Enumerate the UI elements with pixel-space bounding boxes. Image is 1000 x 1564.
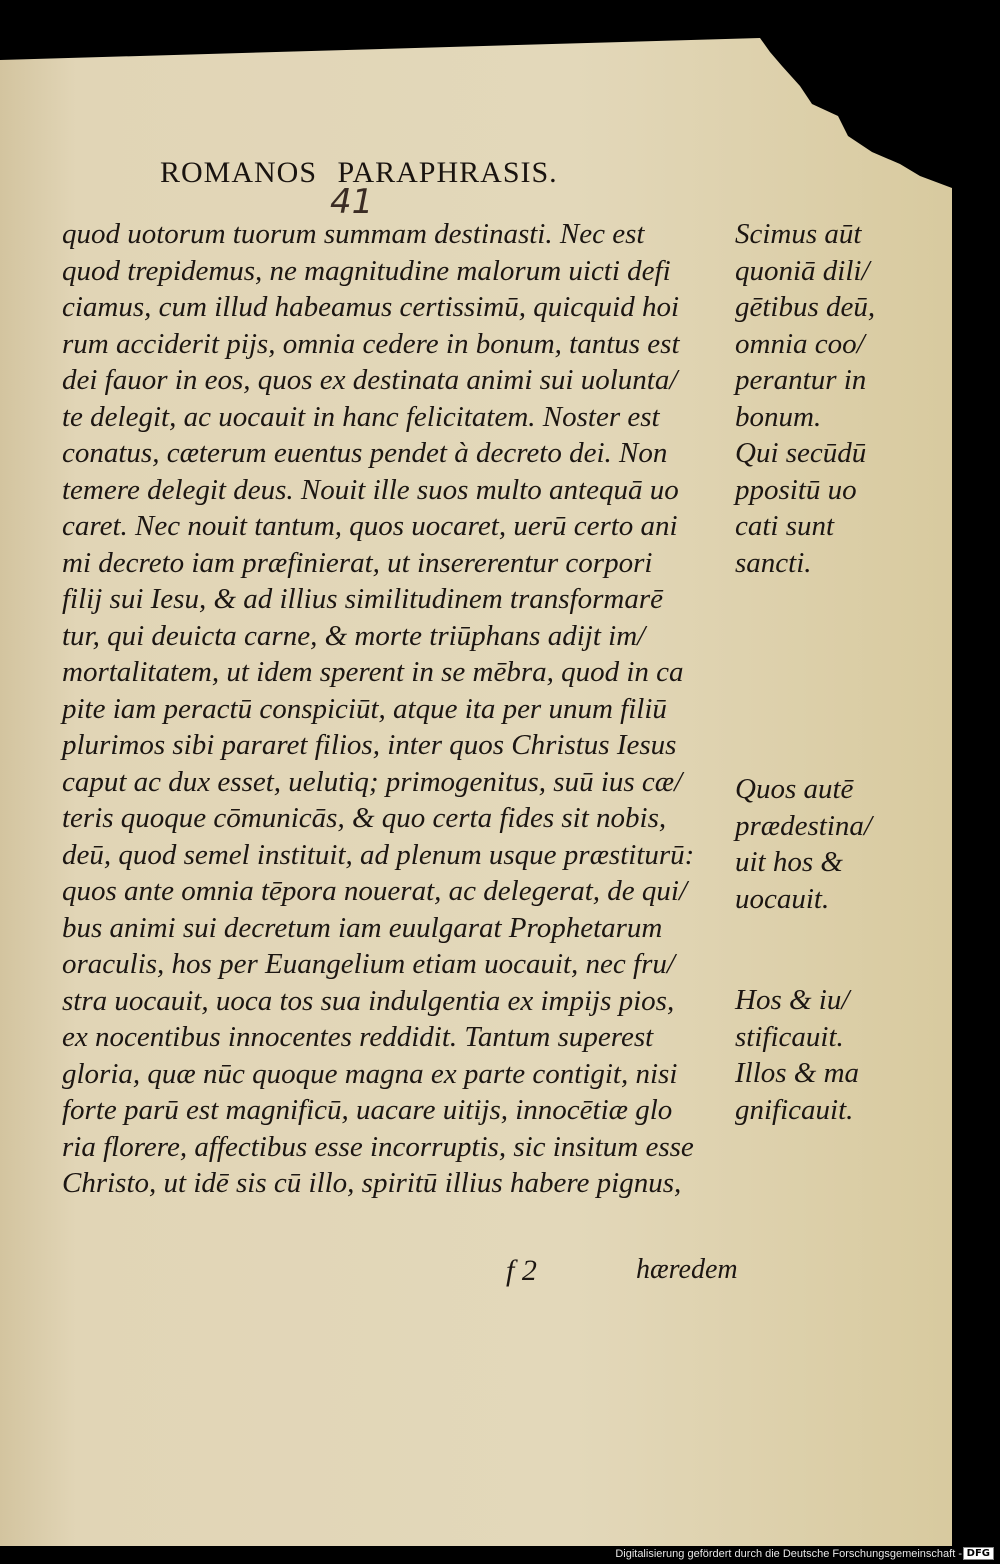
- text-line: deū, quod semel instituit, ad plenum usque præstiturū:: [62, 838, 695, 871]
- text-line: teris quoque cōmunicās, & quo certa fides sit nobis,: [62, 802, 667, 834]
- text-line: caret. Nec nouit tantum, quos uocaret, uerū certo ani: [62, 510, 678, 542]
- margin-line: ppositū uo: [735, 473, 857, 506]
- margin-line: prædestina/: [735, 809, 872, 842]
- text-line: tur, qui deuicta carne, & morte triūphans adijt im/: [62, 619, 646, 652]
- margin-line: gnificauit.: [735, 1093, 854, 1126]
- text-line: pite iam peractū conspiciūt, atque ita per unum filiū: [62, 692, 667, 725]
- text-line: gloria, quæ nūc quoque magna ex parte contigit, nisi: [62, 1057, 678, 1090]
- margin-line: cati sunt: [735, 510, 835, 542]
- margin-line: bonum.: [735, 400, 822, 433]
- text-line: temere delegit deus. Nouit ille suos multo antequā uo: [62, 473, 679, 506]
- text-line: mi decreto iam præfinierat, ut insererentur corpori: [62, 546, 653, 579]
- margin-line: stificauit.: [735, 1020, 844, 1053]
- text-line: ex nocentibus innocentes reddidit. Tantum superest: [62, 1021, 654, 1053]
- handwritten-folio-number: 41: [330, 182, 374, 222]
- header-right: PARAPHRASIS.: [337, 156, 558, 189]
- margin-line: uocauit.: [735, 882, 830, 915]
- text-line: rum acciderit pijs, omnia cedere in bonum, tantus est: [62, 327, 680, 360]
- margin-line: sancti.: [735, 546, 812, 579]
- catchword: hæredem: [636, 1254, 738, 1285]
- margin-line: Hos & iu/: [735, 984, 850, 1016]
- text-line: bus animi sui decretum iam euulgarat Prophetarum: [62, 911, 663, 944]
- margin-line: Illos & ma: [735, 1057, 860, 1089]
- text-line: dei fauor in eos, quos ex destinata animi sui uolunta/: [62, 364, 678, 396]
- dfg-logo: DFG: [963, 1547, 994, 1560]
- margin-line: quoniā dili/: [735, 254, 870, 287]
- text-line: caput ac dux esset, uelutiq; primogenitus, suū ius cæ/: [62, 765, 683, 798]
- margin-note-3: [735, 982, 859, 1128]
- margin-line: uit hos &: [735, 846, 843, 878]
- margin-note-1: [735, 216, 875, 581]
- digitization-credit: Digitalisierung gefördert durch die Deutsche Forschungsgemeinschaft -: [615, 1548, 962, 1560]
- text-line: quod uotorum tuorum summam destinasti. Nec est: [62, 218, 645, 250]
- text-line: quos ante omnia tēpora nouerat, ac delegerat, de qui/: [62, 875, 688, 907]
- margin-line: omnia coo/: [735, 327, 865, 360]
- text-line: stra uocauit, uoca tos sua indulgentia ex impijs pios,: [62, 984, 675, 1017]
- text-line: conatus, cæterum euentus pendet à decreto dei. Non: [62, 437, 668, 469]
- text-line: ria florere, affectibus esse incorruptis, sic insitum esse: [62, 1130, 694, 1163]
- header-left: ROMANOS: [160, 156, 318, 189]
- signature-mark: f 2: [506, 1254, 537, 1287]
- text-line: quod trepidemus, ne magnitudine malorum uicti defi: [62, 254, 671, 287]
- margin-line: perantur in: [735, 364, 867, 396]
- margin-line: Qui secūdū: [735, 437, 867, 469]
- text-line: te delegit, ac uocauit in hanc felicitatem. Noster est: [62, 400, 660, 433]
- text-line: ciamus, cum illud habeamus certissimū, quicquid hoi: [62, 291, 680, 323]
- text-line: Christo, ut idē sis cū illo, spiritū illius habere pignus,: [62, 1167, 682, 1199]
- text-line: oraculis, hos per Euangelium etiam uocauit, nec fru/: [62, 948, 675, 980]
- text-line: plurimos sibi pararet filios, inter quos Christus Iesus: [62, 729, 677, 761]
- margin-line: gētibus deū,: [735, 291, 876, 323]
- margin-line: Scimus aūt: [735, 218, 862, 250]
- text-line: filij sui Iesu, & ad illius similitudinem transformarē: [62, 583, 663, 615]
- text-line: forte parū est magnificū, uacare uitijs, innocētiæ glo: [62, 1094, 673, 1126]
- margin-line: Quos autē: [735, 773, 854, 805]
- margin-note-2: [735, 771, 872, 917]
- text-line: mortalitatem, ut idem sperent in se mēbra, quod in ca: [62, 656, 684, 688]
